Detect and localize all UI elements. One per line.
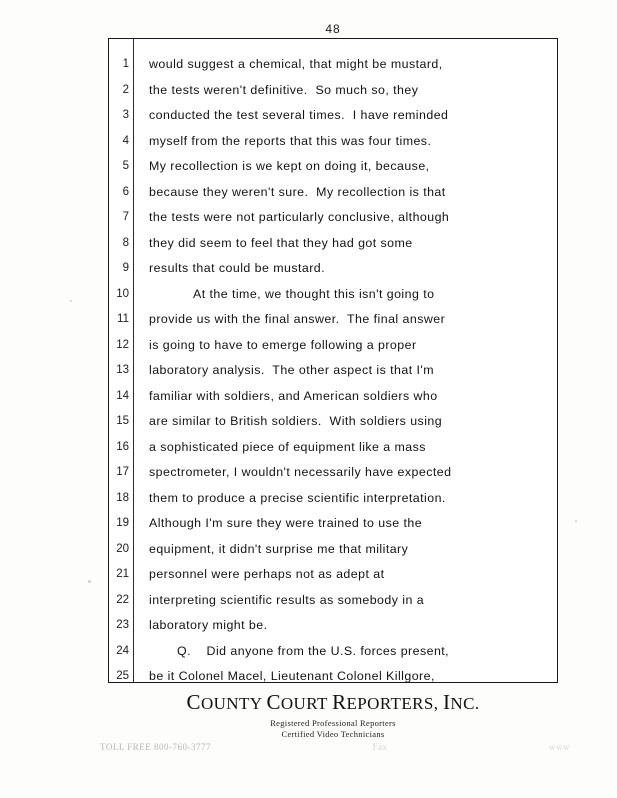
line-number: 10 [116, 287, 129, 300]
transcript-line [109, 410, 557, 436]
line-number: 22 [116, 593, 129, 606]
line-number: 5 [122, 160, 129, 172]
line-number: 7 [122, 211, 129, 223]
transcript-line [109, 640, 557, 666]
firm-credential-line-2: Certified Video Technicians [281, 729, 385, 739]
transcript-line [109, 104, 557, 130]
firm-word-county: OUNTY [200, 694, 267, 713]
line-text: is going to have to emerge following a proper [149, 337, 417, 352]
line-number: 12 [116, 338, 129, 351]
firm-word-court: OURT [280, 694, 333, 713]
line-number: 21 [116, 568, 129, 580]
transcript-line [109, 359, 557, 385]
transcript-line [109, 538, 557, 564]
firm-initial-r: R [332, 690, 347, 714]
line-number: 20 [116, 542, 129, 555]
transcript-line [109, 79, 557, 105]
line-text: be it Colonel Macel, Lieutenant Colonel Killgore, [149, 669, 435, 683]
line-number: 18 [116, 491, 129, 504]
line-number: 19 [116, 517, 129, 529]
transcript-line [109, 53, 557, 79]
transcript-line [109, 130, 557, 156]
transcript-line [109, 181, 557, 207]
transcript-line [109, 512, 557, 538]
line-text: familiar with soldiers, and American soldiers who [149, 388, 438, 403]
line-number: 17 [116, 466, 129, 478]
firm-word-reporters: EPORTERS, [346, 694, 443, 713]
transcript-line [109, 487, 557, 513]
footer-block [108, 690, 558, 739]
transcript-line [109, 385, 557, 411]
transcript-line [109, 589, 557, 615]
line-number: 6 [122, 185, 129, 198]
line-text: interpreting scientific results as somebody in a [149, 592, 425, 607]
line-number: 4 [122, 134, 129, 147]
line-text: laboratory analysis. The other aspect is that I'm [149, 363, 434, 377]
footer-web: www [549, 742, 570, 752]
transcript-line [109, 461, 557, 487]
transcript-line [109, 206, 557, 232]
transcript-line [109, 614, 557, 640]
footer-fax: Fax [372, 742, 388, 752]
footer-toll-free: TOLL FREE 800-760-3777 [100, 742, 211, 752]
line-text: provide us with the final answer. The final answer [149, 312, 446, 326]
line-number: 13 [116, 364, 129, 376]
transcript-line [109, 308, 557, 334]
transcript-line [109, 665, 557, 691]
firm-initial-c2: C [266, 690, 281, 714]
line-text: them to produce a precise scientific interpretation. [149, 490, 446, 505]
line-number: 23 [116, 619, 129, 631]
line-number: 24 [116, 644, 129, 657]
line-number: 11 [117, 313, 129, 325]
line-text: are similar to British soldiers. With soldiers using [149, 414, 443, 428]
line-text: laboratory might be. [149, 618, 268, 632]
firm-initial-i: I [443, 690, 451, 714]
line-text: My recollection is we kept on doing it, because, [149, 159, 430, 173]
transcript-lines [109, 53, 557, 682]
line-text: because they weren't sure. My recollection is that [149, 184, 446, 199]
page-number: 48 [325, 22, 341, 36]
line-text: myself from the reports that this was four times. [149, 133, 432, 148]
transcript-line [109, 283, 557, 309]
line-text: Q. Did anyone from the U.S. forces present, [177, 643, 450, 658]
line-text: Although I'm sure they were trained to use the [149, 516, 423, 530]
transcript-body [108, 38, 558, 683]
firm-credential-line-1: Registered Professional Reporters [270, 718, 396, 728]
line-number: 25 [116, 670, 129, 682]
scan-speckle [70, 300, 72, 302]
line-text: would suggest a chemical, that might be mustard, [149, 57, 443, 71]
transcript-line [109, 232, 557, 258]
transcript-line [109, 334, 557, 360]
line-text: conducted the test several times. I have reminded [149, 108, 449, 122]
line-number: 2 [122, 83, 129, 96]
scan-speckle [88, 580, 91, 583]
line-text: At the time, we thought this isn't going to [193, 286, 435, 301]
firm-word-inc: NC. [450, 694, 480, 713]
transcript-line [109, 563, 557, 589]
line-number: 9 [122, 262, 129, 274]
line-number: 8 [122, 236, 129, 249]
line-text: the tests weren't definitive. So much so, they [149, 82, 419, 97]
line-text: equipment, it didn't surprise me that military [149, 541, 409, 556]
transcript-line [109, 155, 557, 181]
line-text: results that could be mustard. [149, 261, 326, 275]
line-number: 16 [116, 440, 129, 453]
line-text: a sophisticated piece of equipment like a mass [149, 439, 426, 454]
firm-initial-c1: C [186, 690, 201, 714]
footer-contact-line [100, 742, 570, 754]
line-number: 1 [122, 58, 129, 70]
line-number: 15 [116, 415, 129, 427]
line-text: the tests were not particularly conclusive, although [149, 210, 450, 224]
reporting-firm-name [108, 690, 558, 715]
transcript-line [109, 257, 557, 283]
line-number: 3 [122, 109, 129, 121]
line-text: personnel were perhaps not as adept at [149, 567, 385, 581]
line-number: 14 [116, 389, 129, 402]
transcript-line [109, 436, 557, 462]
line-text: they did seem to feel that they had got some [149, 235, 413, 250]
line-text: spectrometer, I wouldn't necessarily have expected [149, 465, 452, 479]
scan-speckle [575, 520, 577, 522]
